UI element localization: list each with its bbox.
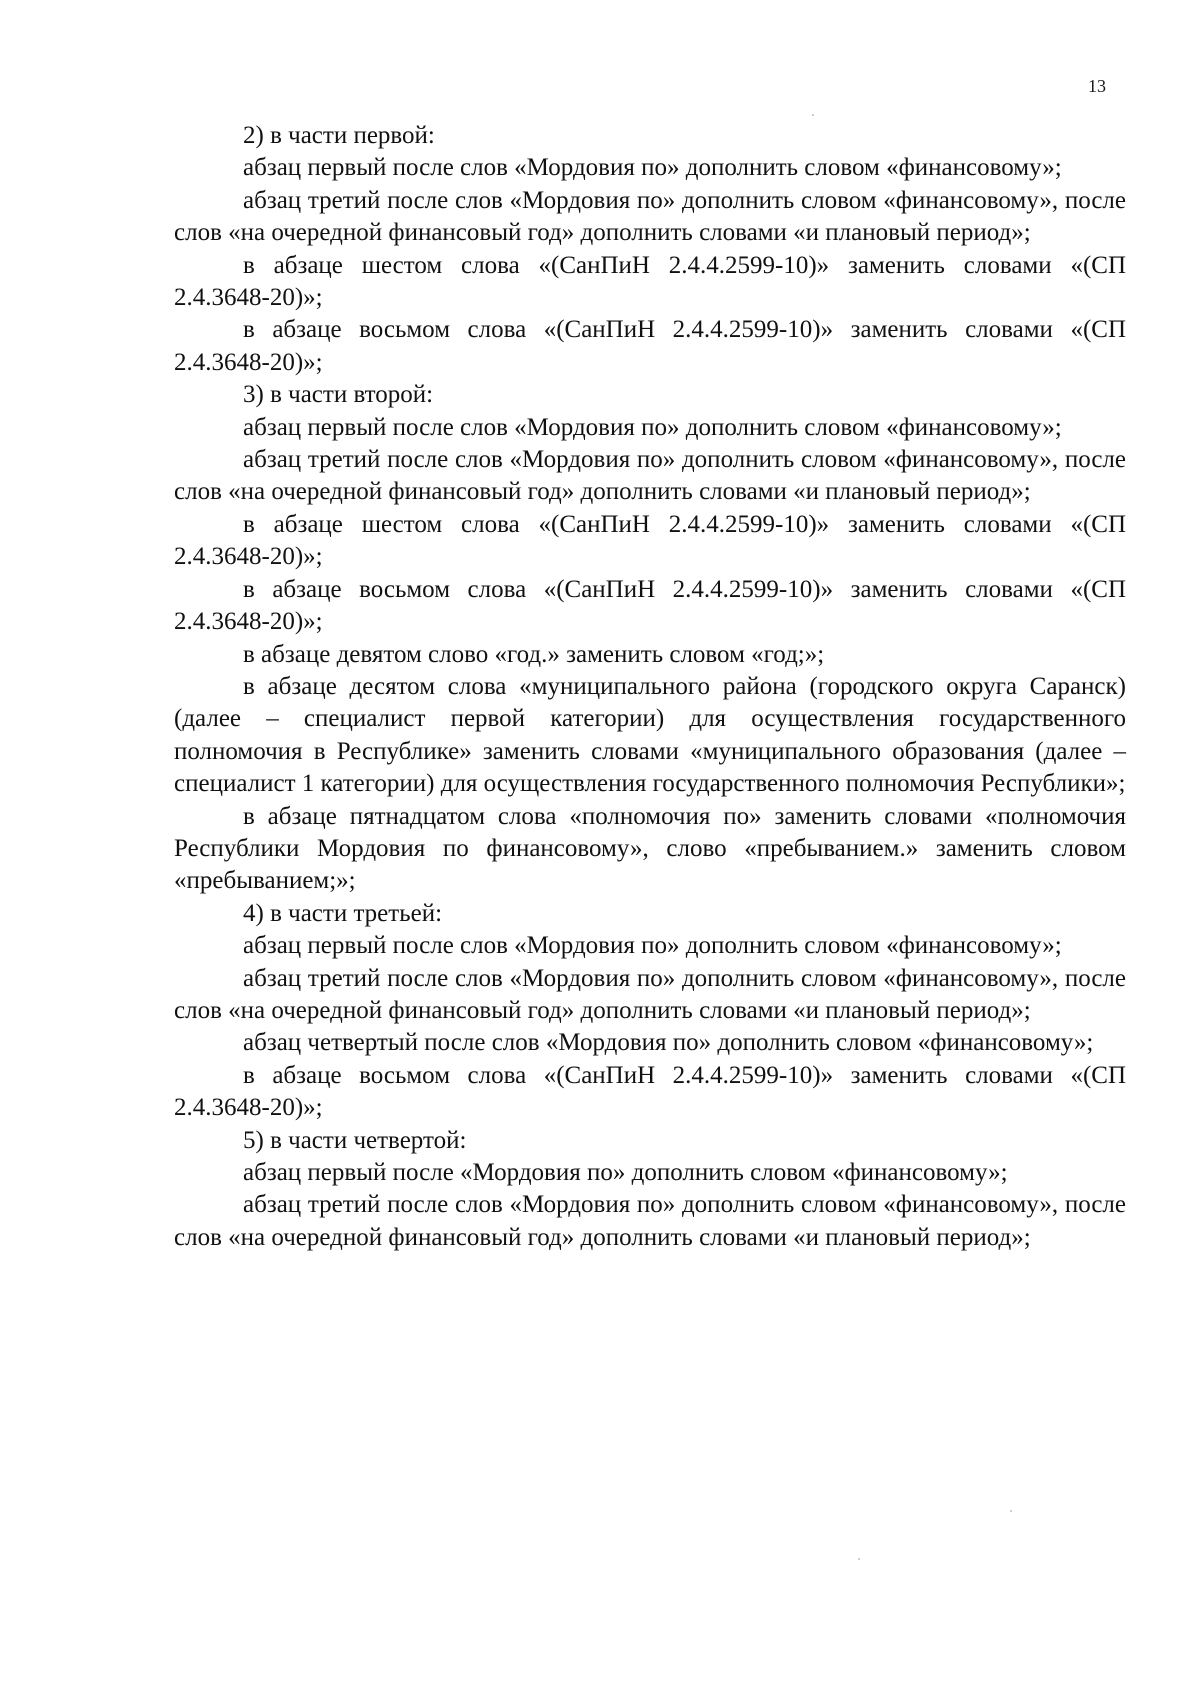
paragraph: абзац третий после слов «Мордовия по» дополнить словом «финансовому», после слов «на очередной финансовый год» дополнить словами «и плановый период»; — [174, 964, 1126, 1024]
paragraph: в абзаце шестом слова «(СанПиН 2.4.4.2599-10)» заменить словами «(СП 2.4.3648-20)»; — [174, 251, 1126, 312]
scan-speck — [1010, 1510, 1012, 1512]
paragraph: в абзаце десятом слова «муниципального района (городского округа Саранск) (далее – специалист первой категории) для осуществления государственного полномочия в Республике» заменить словами «муниципального образования (далее – специалист 1 категории) для осуществления государственного полномочия Республики»; — [174, 672, 1126, 798]
list-item-heading: 3) в части второй: — [243, 381, 434, 409]
document-body — [174, 120, 1126, 1254]
paragraph: абзац четвертый после слов «Мордовия по» дополнить словом «финансовому»; — [243, 1029, 1094, 1057]
list-item-heading: 4) в части третьей: — [243, 899, 443, 927]
paragraph: абзац третий после слов «Мордовия по» дополнить словом «финансовому», после слов «на очередной финансовый год» дополнить словами «и плановый период»; — [174, 186, 1126, 247]
scan-speck — [858, 1558, 860, 1560]
paragraph: абзац третий после слов «Мордовия по» дополнить словом «финансовому», после слов «на очередной финансовый год» дополнить словами «и плановый период»; — [174, 1191, 1126, 1251]
paragraph: абзац первый после слов «Мордовия по» дополнить словом «финансовому»; — [243, 932, 1062, 960]
paragraph: абзац третий после слов «Мордовия по» дополнить словом «финансовому», после слов «на очередной финансовый год» дополнить словами «и плановый период»; — [174, 446, 1126, 506]
paragraph: в абзаце восьмом слова «(СанПиН 2.4.4.2599-10)» заменить словами «(СП 2.4.3648-20)»; — [174, 575, 1126, 636]
paragraph: в абзаце шестом слова «(СанПиН 2.4.4.2599-10)» заменить словами «(СП 2.4.3648-20)»; — [174, 510, 1126, 571]
paragraph: в абзаце восьмом слова «(СанПиН 2.4.4.2599-10)» заменить словами «(СП 2.4.3648-20)»; — [174, 1061, 1126, 1122]
list-item-heading: 2) в части первой: — [243, 122, 435, 149]
scan-speck — [812, 114, 814, 116]
paragraph: в абзаце пятнадцатом слова «полномочия по» заменить словами «полномочия Республики Мордовия по финансовому», слово «пребыванием.» заменить словом «пребыванием;»; — [174, 802, 1126, 895]
paragraph: абзац первый после слов «Мордовия по» дополнить словом «финансовому»; — [243, 413, 1062, 441]
list-item-heading: 5) в части четвертой: — [243, 1126, 467, 1154]
paragraph: абзац первый после «Мордовия по» дополнить словом «финансовому»; — [243, 1159, 1008, 1186]
paragraph: в абзаце девятом слово «год.» заменить словом «год;»; — [243, 640, 825, 668]
paragraph: в абзаце восьмом слова «(СанПиН 2.4.4.2599-10)» заменить словами «(СП 2.4.3648-20)»; — [174, 316, 1126, 376]
page-number: 13 — [1088, 76, 1106, 96]
paragraph: абзац первый после слов «Мордовия по» дополнить словом «финансовому»; — [243, 154, 1062, 182]
